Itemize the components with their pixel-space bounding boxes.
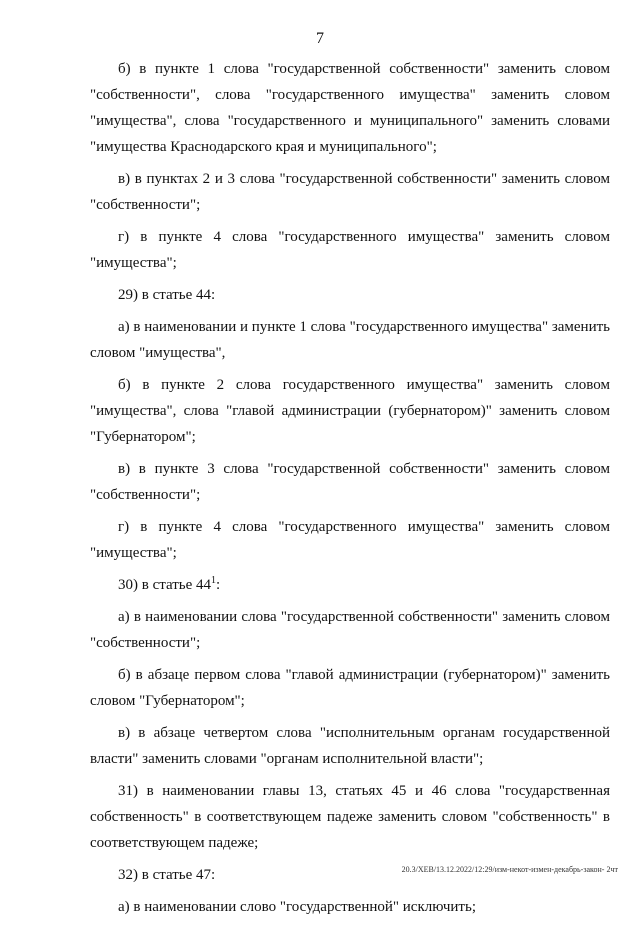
paragraph: 29) в статье 44: xyxy=(118,287,216,303)
paragraph: б) в пункте 2 слова государственного имущества" заменить словом "имущества", слова "главой администрации (губернатором)" заменить словом "Губернатором"; xyxy=(90,377,610,445)
paragraph: а) в наименовании слова "государственной собственности" заменить словом "собственности"; xyxy=(90,609,610,651)
paragraph: г) в пункте 4 слова "государственного имущества" заменить словом "имущества"; xyxy=(90,229,610,271)
paragraph: а) в наименовании слово "государственной" исключить; xyxy=(118,899,477,915)
paragraph-article-44-1 xyxy=(90,572,610,598)
document-body xyxy=(90,56,610,926)
paragraph-tail: : xyxy=(216,577,221,593)
paragraph: 31) в наименовании главы 13, статьях 45 и 46 слова "государственная собственность" в соответствующем падеже заменить словом "собственность" в соответствующем падеже; xyxy=(90,783,610,851)
paragraph: 32) в статье 47: xyxy=(118,867,216,883)
paragraph: в) в пунктах 2 и 3 слова "государственной собственности" заменить словом "собственности"; xyxy=(90,171,610,213)
paragraph: в) в абзаце четвертом слова "исполнительным органам государственной власти" заменить словами "органам исполнительной власти"; xyxy=(90,725,610,767)
paragraph: г) в пункте 4 слова "государственного имущества" заменить словом "имущества"; xyxy=(90,519,610,561)
paragraph: б) в пункте 1 слова "государственной собственности" заменить словом "собственности", слова "государственного имущества" заменить словом "имущества", слова "государственного и муниципального" заменить словами "имущества Краснодарского края и муниципального"; xyxy=(90,61,610,155)
page-number: 7 xyxy=(316,30,324,47)
paragraph: а) в наименовании и пункте 1 слова "государственного имущества" заменить словом "имущества", xyxy=(90,319,611,361)
footer-filename: 20.3/ХЕВ/13.12.2022/12:29/изм-некот-измен-декабрь-закон- 2чт xyxy=(401,865,618,874)
superscript-index: 1 xyxy=(211,575,217,586)
paragraph-text: 30) в статье 44 xyxy=(118,577,212,593)
paragraph: б) в абзаце первом слова "главой администрации (губернатором)" заменить словом "Губернатором"; xyxy=(90,667,610,709)
paragraph: в) в пункте 3 слова "государственной собственности" заменить словом "собственности"; xyxy=(90,461,610,503)
